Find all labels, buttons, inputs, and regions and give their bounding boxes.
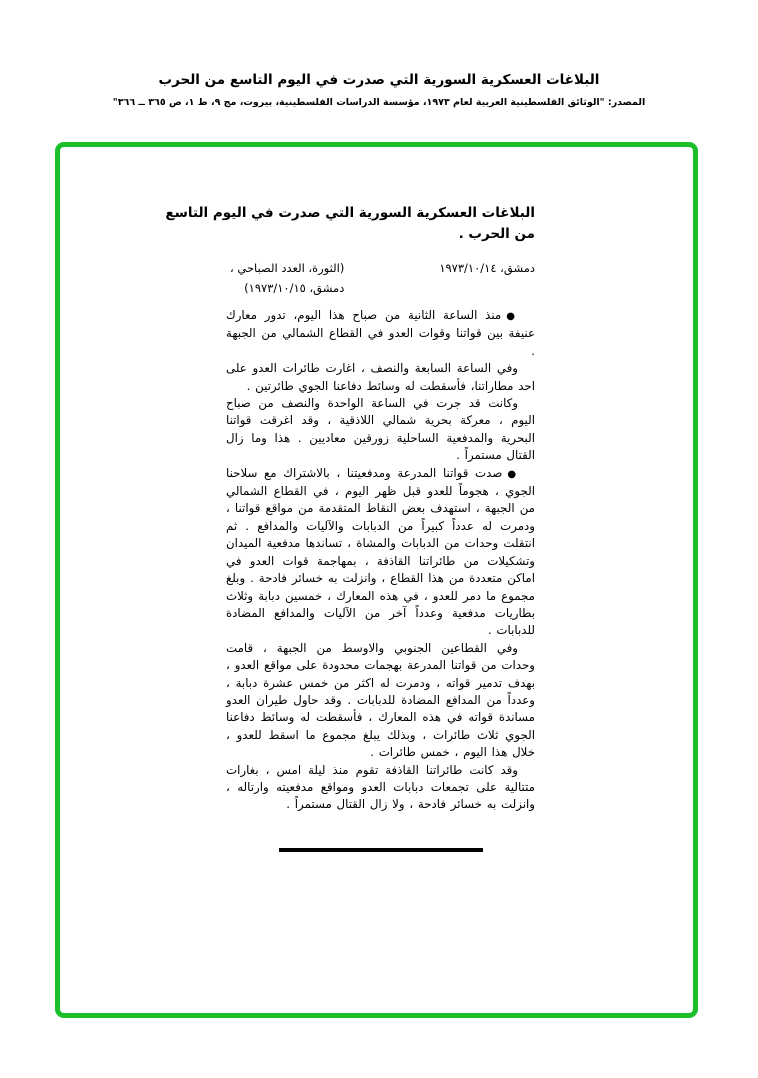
dateline-row — [226, 258, 535, 298]
paragraph-text: وقد كانت طائراتنا القاذفة تقوم منذ ليلة امس ، بغارات متتالية على تجمعات دبابات العدو ومواقع مدفعيته وارتاله ، وانزلت به خسائر فادحة ، ولا زال القتال مستمراً . — [226, 762, 535, 812]
citation-block — [230, 258, 344, 298]
document-title — [165, 203, 535, 245]
bullet-marker: ● — [506, 311, 518, 322]
end-of-document-divider — [279, 848, 483, 852]
page-header — [0, 72, 758, 108]
communique-paragraph — [226, 762, 535, 814]
paragraph-text: صدت قواتنا المدرعة ومدفعيتنا ، بالاشتراك مع سلاحنا الجوي ، هجوماً للعدو قبل ظهر اليوم ، في القطاع الشمالي من الجبهة ، استهدف بعض النقاط المتقدمة من مواقع قواتنا ، ودمرت له عدداً كبيراً من الدبابات والآليات والمدافع . ثم انتقلت وحدات من الدبابات والمشاة ، تساندها مدفعية الميدان وتشكيلات من طائراتنا القاذفة ، بمهاجمة قوات العدو في اماكن متعددة من هذا القطاع ، وانزلت به خسائر فادحة . وبلغ مجموع ما دمر للعدو ، في هذه المعارك ، خمسين دبابة وثلاث بطاريات مدفعية وعدداً آخر من الآليات والمدافع المضادة للدبابات . — [226, 465, 535, 638]
communique-paragraph — [226, 465, 535, 640]
document-content — [165, 203, 535, 852]
document-title-line1: البلاغات العسكرية السورية التي صدرت في اليوم التاسع — [165, 205, 535, 221]
communique-body — [226, 307, 535, 814]
communique-paragraph — [226, 640, 535, 762]
paragraph-text: وفي الساعة السابعة والنصف ، اغارت طائرات العدو على احد مطاراتنا، فأسقطت له وسائط دفاعنا الجوي طائرتين . — [226, 361, 535, 393]
dateline: دمشق، ١٩٧٣/١٠/١٤ — [439, 261, 535, 275]
communique-paragraph — [226, 307, 535, 360]
paragraph-text: منذ الساعة الثانية من صباح هذا اليوم، تدور معارك عنيفة بين قواتنا وقوات العدو في القطاع الشمالي من الجبهة . — [226, 308, 535, 358]
citation-line1: (الثورة، العدد الصباحي ، — [230, 261, 345, 275]
page-title: البلاغات العسكرية السورية التي صدرت في اليوم التاسع من الحرب — [158, 72, 600, 88]
paragraph-text: وفي القطاعين الجنوبي والاوسط من الجبهة ، قامت وحدات من قواتنا المدرعة بهجمات محدودة على مواقع العدو ، بهدف تدمير قواته ، ودمرت له اكثر من خمس عشرة دبابة ، وعدداً من المدافع المضادة للدبابات . وقد حاول طيران العدو مساندة قواته في هذه المعارك ، فأسقطت له وسائط دفاعنا الجوي ثلاث طائرات ، وبذلك يبلغ مجموع ما اسقط للعدو ، خلال هذا اليوم ، خمس طائرات . — [226, 640, 535, 760]
page-source-citation: المصدر: "الوثائق الفلسطينية العربية لعام ١٩٧٣، مؤسسة الدراسات الفلسطينية، بيروت، مج ٩، ط ١، ص ٣٦٥ ــ ٣٦٦" — [112, 97, 646, 108]
document-title-line2: من الحرب . — [458, 226, 535, 242]
bullet-marker: ● — [507, 468, 518, 480]
communique-paragraph — [226, 360, 535, 395]
citation-line2: دمشق، ١٩٧٣/١٠/١٥) — [244, 281, 345, 295]
paragraph-text: وكانت قد جرت في الساعة الواحدة والنصف من صباح اليوم ، معركة بحرية شمالي اللاذقية ، وقد اغرقت قواتنا البحرية والمدفعية الساحلية زورقين معاديين . هذا وما زال القتال مستمراً . — [226, 396, 535, 463]
communique-paragraph — [226, 395, 535, 465]
